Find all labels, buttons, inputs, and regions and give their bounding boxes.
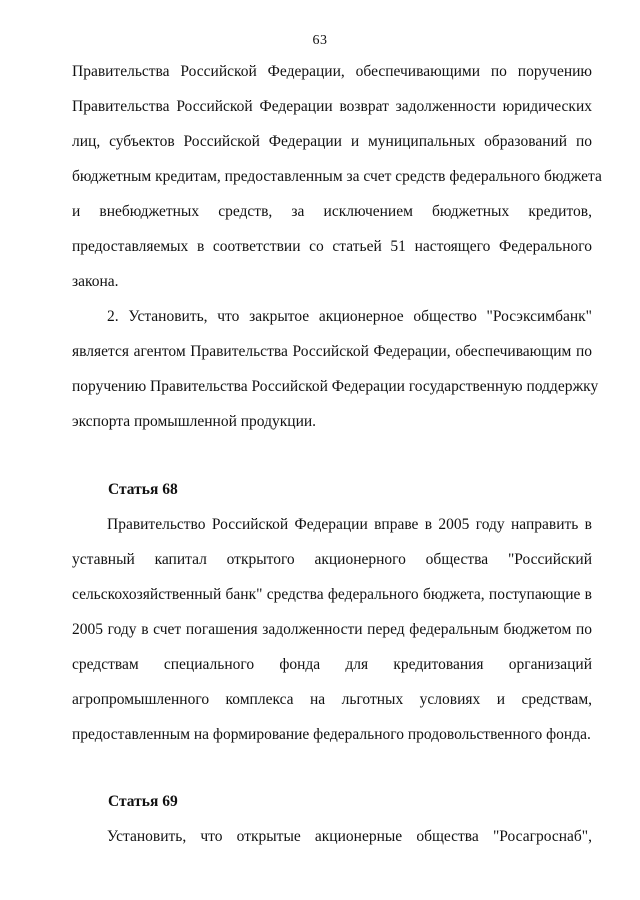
paragraph-line: сельскохозяйственный банк" средства федерального бюджета, поступающие в xyxy=(72,586,592,603)
paragraph-line: Правительства Российской Федерации, обеспечивающими по поручению xyxy=(72,63,592,80)
paragraph-line: предоставленным на формирование федерального продовольственного фонда. xyxy=(72,726,591,743)
paragraph-line: Правительства Российской Федерации возврат задолженности юридических xyxy=(72,98,592,115)
paragraph-line: Правительство Российской Федерации вправе в 2005 году направить в xyxy=(107,516,592,533)
paragraph-line: агропромышленного комплекса на льготных условиях и средствам, xyxy=(72,691,592,708)
paragraph-line: экспорта промышленной продукции. xyxy=(72,413,317,430)
paragraph-line: средствам специального фонда для кредитования организаций xyxy=(72,656,592,673)
paragraph-line: поручению Правительства Российской Федерации государственную поддержку xyxy=(72,378,599,395)
page-number: 63 xyxy=(312,33,328,48)
paragraph-line: уставный капитал открытого акционерного общества "Российский xyxy=(72,551,592,568)
paragraph-line: 2. Установить, что закрытое акционерное общество "Росэксимбанк" xyxy=(107,308,592,325)
paragraph-line: бюджетным кредитам, предоставленным за счет средств федерального бюджета xyxy=(72,168,602,185)
article-heading: Статья 69 xyxy=(108,793,178,810)
paragraph-line: предоставляемых в соответствии со статьей 51 настоящего Федерального xyxy=(72,238,592,255)
article-heading: Статья 68 xyxy=(108,481,178,498)
paragraph-line: лиц, субъектов Российской Федерации и муниципальных образований по xyxy=(72,133,592,150)
paragraph-line: является агентом Правительства Российской Федерации, обеспечивающим по xyxy=(72,343,592,360)
paragraph-line: 2005 году в счет погашения задолженности перед федеральным бюджетом по xyxy=(72,621,592,638)
paragraph-line: закона. xyxy=(72,273,119,290)
paragraph-line: и внебюджетных средств, за исключением бюджетных кредитов, xyxy=(72,203,592,220)
paragraph-line: Установить, что открытые акционерные общества "Росагроснаб", xyxy=(107,828,592,845)
